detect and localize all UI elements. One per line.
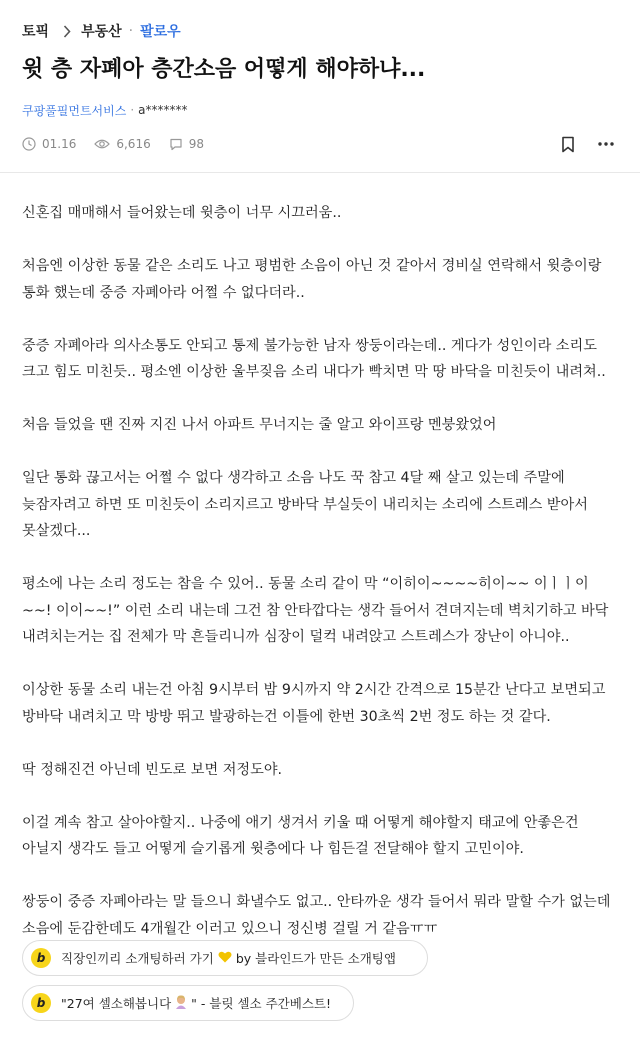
- promo-blit-selso[interactable]: [22, 985, 354, 1021]
- author-separator: ·: [130, 103, 135, 117]
- promo-text: 직장인끼리 소개팅하러 가기: [61, 951, 214, 966]
- post-actions: [542, 132, 618, 156]
- blind-logo-icon: b: [31, 948, 51, 968]
- post-paragraph: 처음 들었을 땐 진짜 지진 나서 아파트 무너지는 줄 알고 와이프랑 멘붕왔었어: [22, 417, 497, 433]
- person-emoji-icon: [173, 994, 189, 1013]
- breadcrumb-category[interactable]: 부동산: [81, 24, 122, 40]
- comments-text: 98: [188, 137, 204, 151]
- author-id: a*******: [138, 103, 188, 117]
- post-paragraph: 쌍둥이 중증 자폐아라는 말 들으니 화낼수도 없고.. 안타까운 생각 들어서 뭐라 말할 수가 없는데 소음에 둔감한데도 4개월간 이러고 있으니 정신병 걸릴 거 같음ㅠㅠ: [22, 894, 611, 937]
- post-meta: [22, 134, 222, 154]
- post-paragraph: 평소에 나는 소리 정도는 참을 수 있어.. 동물 소리 같이 막 “이히이~~~~히이~~ 이ㅣㅣ이~~! 이이~~!” 이런 소리 내는데 그건 참 안타깝다는 생각 들어서 견뎌지는데 벽치기하고 바닥 내려치는거는 집 전체가 막 흔들리니까 심장이 덜컥 내려앉고 스트레스가 장난이 아니야..: [22, 576, 609, 645]
- eye-icon: [94, 138, 110, 150]
- author-company[interactable]: 쿠팡풀필먼트서비스: [22, 103, 127, 118]
- breadcrumb-dot: ·: [128, 23, 134, 39]
- post-paragraph: 이걸 계속 참고 살아야할지.. 나중에 애기 생겨서 키울 때 어떻게 해야할지 태교에 안좋은건 아닐지 생각도 들고 어떻게 슬기롭게 윗층에다 나 힘든걸 전달해야 할지 고민이야.: [22, 814, 579, 857]
- post-paragraph: 신혼집 매매해서 들어왔는데 윗층이 너무 시끄러움..: [22, 205, 342, 221]
- post-date: [22, 137, 76, 151]
- divider: [0, 172, 640, 173]
- bookmark-icon[interactable]: [556, 132, 580, 156]
- promo-text: "27여 셀소해봅니다: [61, 996, 172, 1011]
- breadcrumb: [22, 18, 181, 44]
- promo-blind-dating[interactable]: [22, 940, 428, 976]
- breadcrumb-topic[interactable]: 토픽: [22, 24, 50, 40]
- promo-text: " - 블릿 셀소 주간베스트!: [191, 996, 331, 1011]
- blind-logo-icon: b: [31, 993, 51, 1013]
- post-body: [22, 200, 618, 969]
- views-text: 6,616: [116, 137, 151, 151]
- follow-button[interactable]: 팔로우: [140, 24, 181, 40]
- promo-text: by 블라인드가 만든 소개팅앱: [235, 951, 396, 966]
- post-paragraph: 중증 자폐아라 의사소통도 안되고 통제 불가능한 남자 쌍둥이라는데.. 게다가 성인이라 소리도 크고 힘도 미친듯.. 평소엔 이상한 울부짖음 소리 내다가 빡치면 막 땅 바닥을 미친듯이 내려쳐..: [22, 337, 606, 380]
- date-text: 01.16: [42, 137, 77, 151]
- clock-icon: [22, 137, 36, 151]
- more-icon[interactable]: [594, 132, 618, 156]
- post-views: [94, 137, 150, 151]
- post-paragraph: 처음엔 이상한 동물 같은 소리도 나고 평범한 소음이 아닌 것 같아서 경비실 연락해서 윗층이랑 통화 했는데 중증 자폐아라 어쩔 수 없다더라..: [22, 258, 602, 301]
- post-title: 윗 층 자폐아 층간소음 어떻게 해야하냐...: [22, 57, 426, 82]
- author-info: [22, 100, 188, 120]
- chevron-right-icon: [63, 25, 71, 38]
- comment-icon: [169, 137, 183, 151]
- post-comments[interactable]: [169, 137, 204, 151]
- post-paragraph: 딱 정해진건 아닌데 빈도로 보면 저정도야.: [22, 761, 283, 778]
- post-paragraph: 일단 통화 끊고서는 어쩔 수 없다 생각하고 소음 나도 꾹 참고 4달 째 살고 있는데 주말에 늦잠자려고 하면 또 미친듯이 소리지르고 방바닥 부실듯이 내리치는 소리에 스트레스 받아서 못살겠다...: [22, 470, 588, 539]
- post-paragraph: 이상한 동물 소리 내는건 아침 9시부터 밤 9시까지 약 2시간 간격으로 15분간 난다고 보면되고 방바닥 내려치고 막 방방 뛰고 발광하는건 이틀에 한번 30초씩 2번 정도 하는 것 같다.: [22, 682, 606, 725]
- heart-icon: [218, 951, 232, 966]
